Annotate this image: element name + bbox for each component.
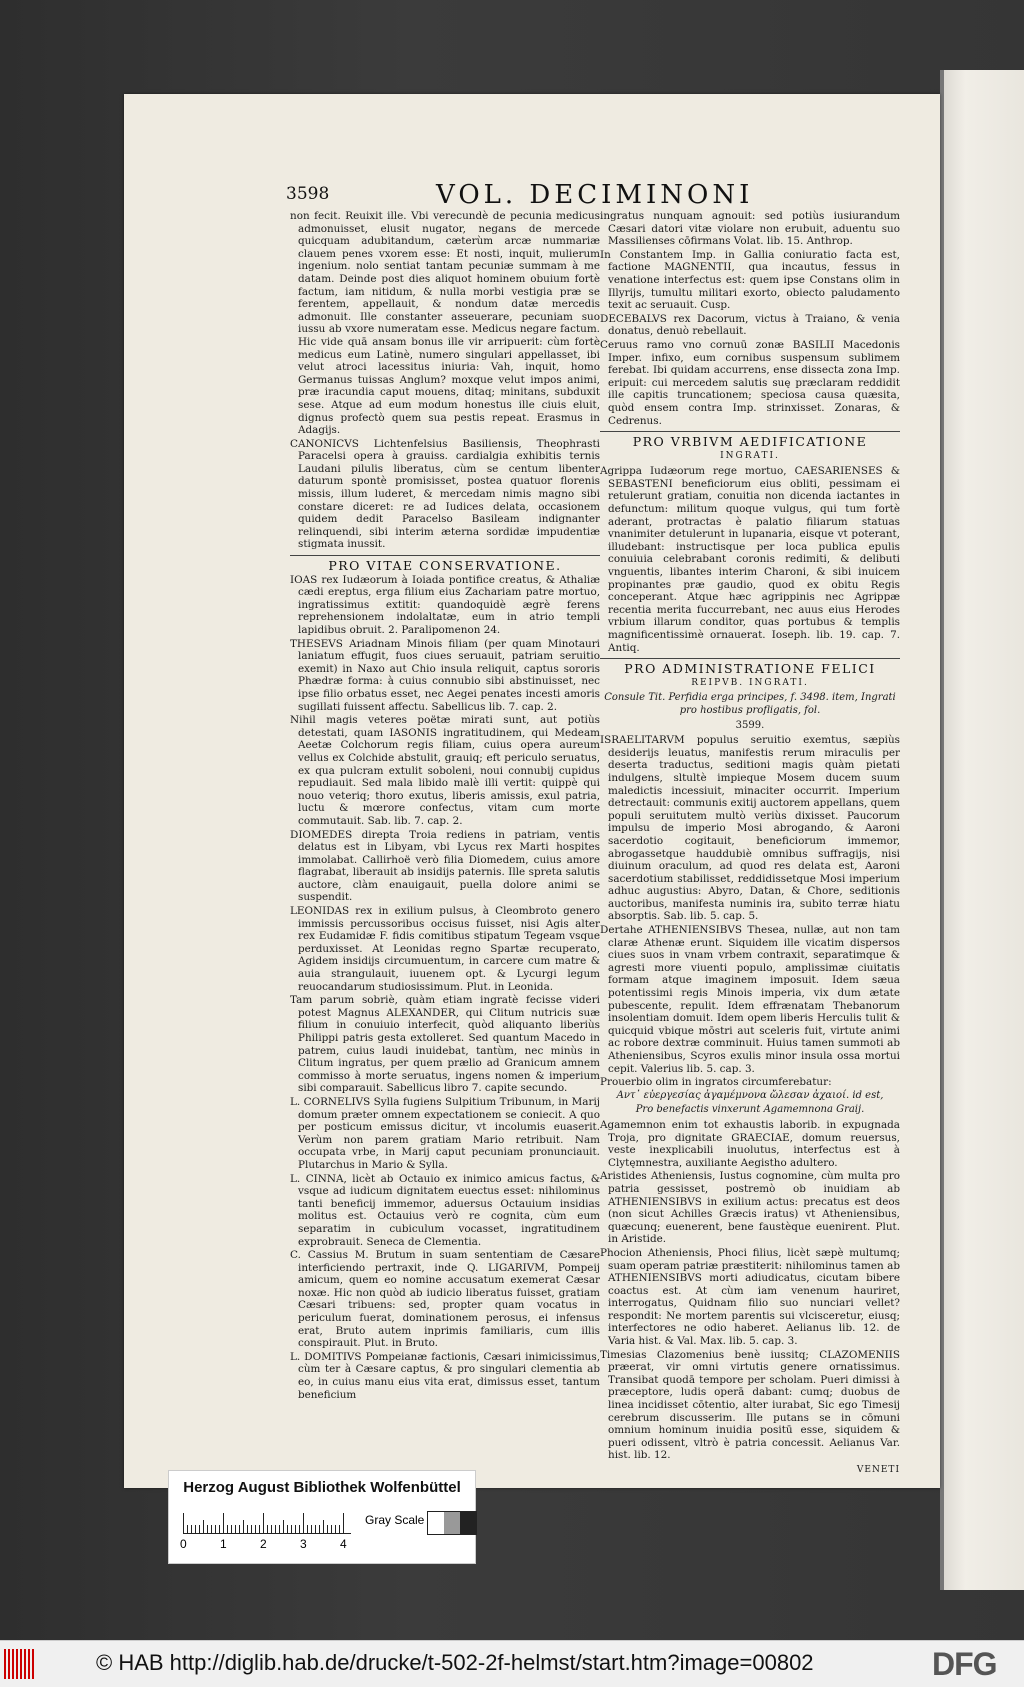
paragraph: DECEBALVS rex Dacorum, victus à Traiano, & venia donatus, denuò rebellauit. — [600, 312, 900, 338]
paragraph: Tam parum sobriè, quàm etiam ingratè fecisse videri potest Magnus ALEXANDER, qui Clitum nutricis suæ filium in conuiuio interfecit, quòd aliquanto liberiùs Philippi patris gesta extolleret. Sed quantum Macedo in patrem, cuius laudi inuidebat, tantùm, nec minùs in Clitum ingratus, per quem prælio ad Granicum amnem commisso à morte seruatus, ingens nomen & imperium sibi comparauit. Sabellicus libro 7. capite secundo. — [290, 994, 600, 1095]
paragraph: C. Cassius M. Brutum in suam sententiam de Cæsare interficiendo pertraxit, inde Q. LIGARIVM, Pompeij amicum, quem eo nomine accusatum exemerat Cæsar noxæ. Hic non quòd ab iudicio liberatus fuisset, gratiam Cæsari tribuens: sed, propter quam vocatus in periculum fuerat, dominationem perosus, ei infensus erat, Bruto autem inprimis familiaris, cum illis conspirauit. Plut. in Bruto. — [290, 1249, 600, 1350]
paragraph: IOAS rex Iudæorum à Ioiada pontifice creatus, & Athaliæ cædi ereptus, erga filium eius Zachariam patre mortuo, ingratissimus extitit: quandoquidè ægrè ferens reprehensionem indolaltatæ, eum in atrio templi lapidibus obruit. 2. Paralipomenon 24. — [290, 573, 600, 636]
paragraph: Timesias Clazomenius benè iussitq; CLAZOMENIIS præerat, vir omni virtutis genere ornatissimus. Transibat quodā tempore per scholam. Pueri dimissi à præceptore, ludis operā dabant: cumq; duobus de linea incidisset cōtentio, alter iurabat, Sic ego Timesij cerebrum discusserim. Ille putans se in cōmuni omnium hominum inuidia positū esse, siquidem & pueri odissent, vltrò è patria concessit. Aelianus Var. hist. lib. 12. — [600, 1348, 900, 1462]
greek-text: Αντ᾽ εὐεργεσίας ἀγαμέμνονα ὤλεσαν ἀχαιοί. — [616, 1089, 850, 1101]
catchword: VENETI — [856, 1465, 900, 1475]
viewer-footer — [0, 1640, 1024, 1687]
paragraph: ingratus nunquam agnouit: sed potiùs iusiurandum Cæsari datori vitæ violare non erubuit, aduentu suo Massilienses cōfirmans Volat. lib. 15. Anthrop. — [600, 210, 900, 248]
greek-proverb — [600, 1090, 900, 1103]
paragraph: Ceruus ramo vno cornuū zonæ BASILII Macedonis Imper. infixo, eum cornibus suspensum sublimem ferebat. Ibi quidam accurrens, ense dissecta zona Imp. eripuit: cui mercedem salutis suę præclaram reddidit ille capitis truncationem; speciosa causa quæsita, quòd ensem contra Imp. strinxisset. Zonaras, & Cedrenus. — [600, 338, 900, 427]
section-title: PRO VRBIVM AEDIFICATIONE — [632, 434, 868, 450]
gray-scale-label: Gray Scale — [365, 1513, 425, 1527]
greek-suffix: id est, — [852, 1089, 884, 1101]
section-rule — [290, 555, 600, 556]
cross-reference-note: Consule Tit. Perfidia erga principes, f. 3498. item, Ingrati pro hostibus profligatis, fol. — [604, 692, 896, 716]
dfg-logo: DFG — [932, 1646, 997, 1682]
paragraph: Phocion Atheniensis, Phoci filius, licèt sæpè multumq; suam operam patriæ præstiterit: nihilominus tamen ab ATHENIENSIBVS morti adiudicatus, cicutam bibere coactus est. At cùm iam venenum hauriret, interrogatus, Quidnam filio suo nunciari vellet? respondit: Ne mortem parentis sui vlcisceretur, eiusq; interfectores ne odio haberet. Aelianus lib. 12. de Varia hist. & Val. Max. lib. 5. cap. 3. — [600, 1246, 900, 1348]
left-column — [290, 210, 600, 1402]
scale-number: 3 — [300, 1537, 307, 1551]
paragraph: Agrippa Iudæorum rege mortuo, CAESARIENSES & SEBASTENI beneficiorum eius obliti, pessimam ei retulerunt gratiam, conuitia non dicenda iactantes in defunctum: militum quoque vulgus, qui tum fortè aderant, protractas è palatio filiarum statuas vnanimiter detulerunt in lupanaria, eisque vt poterant, illudebant: instructisque per loca publica epulis conuiuia celebrabant coronis redimiti, & delibuti vnguentis, libantes interim Charoni, & sibi inuicem propinantes præ gaudio, quod ex obitu Regis conceperant. Atque hæc agrippinis nec Agrippæ recentia merita fuccurrebant, nec auus eius Herodes vrbium illarum conditor, quas portubus & templis magnificentissimè ornauerat. Ioseph. lib. 19. cap. 7. Antiq. — [600, 465, 900, 654]
paragraph: Nihil magis veteres poëtæ mirati sunt, aut potiùs detestati, quam IASONIS ingratitudinem, qui Medeam Aeetæ Colchorum regis filiam, cuius opera aureum vellus ex Colchide abstulit, grauiq; eft periculo seruatus, ex qua pulcram extulit soboleni, noui connubij cupidus repudiauit. Sed mala libido malè illi vertit: quippè qui nouo veteriq; thoro exutus, liberis amissis, exul patria, luctu & mœrore confectus, vitam cum morte commutauit. Sab. lib. 7. cap. 2. — [290, 714, 600, 827]
paragraph: Prouerbio olim in ingratos circumferebatur: — [600, 1076, 832, 1089]
section-title: PRO ADMINISTRATIONE FELICI — [624, 661, 876, 677]
paragraph: L. CORNELIVS Sylla fugiens Sulpitium Tribunum, in Marij domum præter omnem expectationem se coniecit. A quo per posticum emissus dicitur, vt incolumis euaserit. Verùm non parem gratiam Mario retribuit. Nam occupata vrbe, in Marij caput pecuniam pronunciauit. Plutarchus in Mario & Sylla. — [290, 1095, 600, 1171]
facing-page-edge — [940, 70, 1024, 1590]
section-subtitle: INGRATI. — [720, 450, 780, 461]
proverb-translation: Pro benefactis vinxerunt Agamemnona Graij. — [635, 1104, 865, 1116]
page-header — [286, 180, 898, 214]
cross-reference-page: 3599. — [735, 719, 765, 731]
paragraph: CANONICVS Lichtenfelsius Basiliensis, Theophrasti Paracelsi opera à grauiss. cardialgia exhibitis ternis Laudani pilulis liberatus, cùm se centum libenter daturum spontè promisisset, postea quatuor florenis missis, illum luderet, & mercedam nimis magno sibi constare diceret: re ad Iudices delata, occasionem quidem dedit Paracelso Basileam indignanter relinquendi, sibi interim æterna sordidæ impudentiæ stigmata inussit. — [290, 437, 600, 551]
paragraph: LEONIDAS rex in exilium pulsus, à Cleombroto genero immissis percussoribus occisus fuisset, nisi Agis alter rex Eudamidæ F. fidis comitibus stipatum Tegeam vsque perduxisset. At Leonidas regno Spartæ recuperato, Agidem insidijs circumuentum, in carcere cum matre & auia strangulauit, iuuenem opt. & Lycurgi legum reuocandarum studiosissimum. Plut. in Leonida. — [290, 905, 600, 993]
page-number: 3598 — [286, 184, 330, 204]
paragraph: THESEVS Ariadnam Minois filiam (per quam Minotauri laniatum effugit, fuos ciues seruauit, patriam seruitio exemit) in Naxo aut Chio insula reliquit, captus sororis Phædræ forma: à cuius connubio sibi abstinuisset, nec ipse filio orbatus esset, nec Aegei penates incesti amoris sugillati fuissent affectu. Sabellicus lib. 7. cap. 2. — [290, 637, 600, 713]
paragraph: ISRAELITARVM populus seruitio exemtus, sæpiùs desiderijs leuatus, manifestis rerum miraculis per deserta traductus, seditioni magis quàm pietati indulgens, sltultè impieque Mosem ducem suum maledictis incessiuit, minaciter occurrit. Imperium detrectauit: communis exitij auctorem appellans, quem populi seruitutem multò veriùs dixisset. Paucorum impulsu de imperio Mosi abrogando, & Aaroni sacerdotio cogitauit, beneficiorum immemor, abrogassetque hauddubiè omnibus suffragijs, nisi diuinum oraculum, ad quod res delata est, Aaroni sacerdotium stabilisset, reddidissetque Mosi imperium adhuc augustius: Abyro, Datan, & Chore, seditionis auctoribus, manifesta numinis ira, subito terræ hiatu absorptis. Sab. lib. 5. cap. 5. — [600, 734, 900, 923]
running-title: VOL. DECIMINONI — [436, 180, 754, 210]
gray-scale-swatches — [427, 1511, 477, 1535]
paragraph: Aristides Atheniensis, Iustus cognomine, cùm multa pro patria gessisset, postremò ob inuidiam ab ATHENIENSIBVS in exilium actus: precatus est deos (non sicut Achilles Græcis iratus) vt Atheniensibus, quæcunq; euenerent, bene faustèque euenirent. Plut. in Aristide. — [600, 1170, 900, 1246]
paragraph: L. DOMITIVS Pompeianæ factionis, Cæsari inimicissimus, cùm ter à Cæsare captus, & pro singulari clementia ab eo, in cuius manu eius vita erat, dimissus esset, tantum beneficium — [290, 1350, 600, 1401]
paragraph: DIOMEDES direpta Troia rediens in patriam, ventis delatus est in Libyam, vbi Lycus rex Marti hospites immolabat. Callirhoë verò filia Diomedem, cuius amore flagrabat, liberauit ab insidijs paternis. Ille spreta salutis auctore, clàm enauigauit, puella dolore animi se suspendit. — [290, 828, 600, 904]
paragraph: non fecit. Reuixit ille. Vbi verecundè de pecunia medicus admonuisset, elusit nugator, negans de mercede quicquam adubitandum, cæterùm arcæ nummariæ clauem penes vxorem esse: Et nosti, inquit, mulierum ingenium. nolo sentiat tantam pecuniæ summam à me datam. Deinde post dies aliquot hominem obuium fortè factum, iam nitidum, & nulla morbi vestigia præ se ferentem, appellauit, & nondum datæ mercedis admonuit. Ille constanter asseuerare, pecuniam suo iussu ab vxore numeratam esse. Medicus negare factum. Hic vide quā ansam bonus ille vir arripuerit: cùm fortè medicus eum Latinè, numero singulari appellasset, ibi velut atroci lacessitus iniuria: Vah, inquit, homo Germanus tuissas Anglum? moxque velut impos animi, præ iracundia caput mouens, ditaq; minitans, subduxit sese. Atque ad eum modum honestus ille ciuis eluit, dignus profectò quem sua pestis repeat. Erasmus in Adagijs. — [290, 210, 600, 437]
source-url[interactable]: © HAB http://diglib.hab.de/drucke/t-502-2f-helmst/start.htm?image=00802 — [96, 1650, 814, 1675]
section-title: PRO VITAE CONSERVATIONE. — [328, 558, 562, 574]
paragraph: Dertahe ATHENIENSIBVS Thesea, nullæ, aut non tam claræ Athenæ erunt. Siquidem ille vicatim dispersos ciues suos in vnam vrbem contraxit, separatimque & agresti more viuenti populo, amplissimæ ciuitatis formam atque imaginem imposuit. Idem sæua potentissimi regis Minois imperia, vix dum ætate pubescente, repulit. Idem effrænatam Thebanorum insolentiam domuit. Idem opem liberis Herculis tulit & quicquid vbique mōstri aut sceleris fuit, virtute animi ac robore dextræ comminuit. Huius tamen summoti ab Atheniensibus, Scyros exulis minor insula ossa mortui cepit. Valerius lib. 5. cap. 3. — [600, 924, 900, 1075]
scale-number: 2 — [260, 1537, 267, 1551]
library-name: Herzog August Bibliothek Wolfenbüttel — [183, 1479, 461, 1496]
scale-number: 0 — [180, 1537, 187, 1551]
scale-number: 1 — [220, 1537, 227, 1551]
section-rule — [600, 658, 900, 659]
scale-number: 4 — [340, 1537, 347, 1551]
paragraph: Agamemnon enim tot exhaustis laborib. in expugnada Troja, pro dignitate GRAECIAE, domum reuersus, veste inexplicabili inuolutus, interfectus est à Clytęmnestra, auxiliante Aegistho adultero. — [600, 1118, 900, 1169]
scale-ruler — [183, 1507, 351, 1534]
paragraph: In Constantem Imp. in Gallia coniuratio facta est, factione MAGNENTII, qua incautus, fessus in venatione interfectus est: quem ipse Constans olim in Illyrijs, tumultu militari exorto, obiecto paludamento texit ac seruauit. Cusp. — [600, 248, 900, 312]
barcode-icon — [4, 1649, 44, 1679]
library-label — [168, 1470, 476, 1564]
paragraph: L. CINNA, licèt ab Octauio ex inimico amicus factus, & vsque ad iudicum dignitatem euectus esset: nihilominus tanti beneficij immemor, aduersus Octauium insidias molitus est. Octauius verò re cognita, cùm eum separatim in cubiculum vocasset, ingratitudinem exprobrauit. Seneca de Clementia. — [290, 1172, 600, 1248]
section-subtitle: REIPVB. INGRATI. — [691, 677, 809, 688]
section-rule — [600, 431, 900, 432]
right-column — [600, 210, 900, 1477]
